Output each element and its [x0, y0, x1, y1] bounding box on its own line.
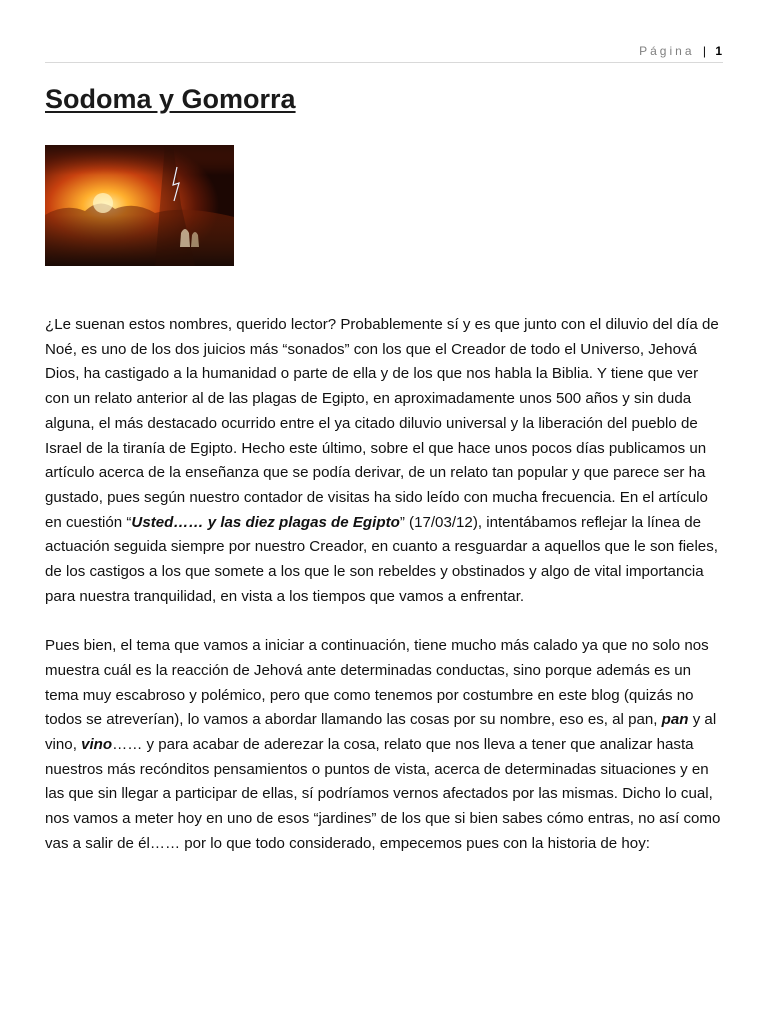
page-number: 1 [715, 44, 722, 58]
emphasis-pan: pan [661, 711, 689, 729]
paragraph-2 [45, 634, 725, 856]
paragraph-1-text-a: ¿Le suenan estos nombres, querido lector? Probablemente sí y es que junto con el diluvio del día de Noé, es uno de los dos juicios más “sonados” con los que el Creador de todo el Universo, Jehová Dios, ha castigado a la humanidad o parte de ella y de los que nos habla la Biblia. Y tiene que ver con un relato anterior al de las plagas de Egipto, en aproximadamente unos 500 años y sin duda alguna, el más destacado ocurrido entre el ya citado diluvio universal y la liberación del pueblo de Israel de la tiranía de Egipto. Hecho este último, sobre el que hace unos pocos días publicamos un artículo acerca de la enseñanza que se podía derivar, de un relato tan popular y que parece ser ha gustado, pues según nuestro contador de visitas ha sido leído con mucha frecuencia. En el artículo en cuestión “ [45, 316, 719, 531]
page-separator: | [702, 44, 706, 58]
paragraph-2-text-b: y al vino, [45, 711, 717, 753]
paragraph-2-text-c: …… y para acabar de aderezar la cosa, relato que nos lleva a tener que analizar hasta nuestros más recónditos pensamientos o puntos de vista, acerca de determinadas situaciones y en las que sin llegar a participar de ellas, sí podríamos vernos afectados por las mismas. Dicho lo cual, nos vamos a meter hoy en uno de esos “jardines” de los que si bien sabes cómo entras, no así como vas a salir de él…… por lo que todo considerado, empecemos pues con la historia de hoy: [45, 735, 721, 852]
page-header [639, 44, 722, 58]
article-body [45, 313, 725, 881]
paragraph-2-text-a: Pues bien, el tema que vamos a iniciar a continuación, tiene mucho más calado ya que no solo nos muestra cuál es la reacción de Jehová ante determinadas conductas, sino porque además es un tema muy escabroso y polémico, pero que como tenemos por costumbre en este blog (quizás no todos se atreverían), lo vamos a abordar llamando las cosas por su nombre, eso es, al pan, [45, 637, 709, 729]
emphasis-vino: vino [81, 735, 113, 753]
paragraph-1-text-b: ” (17/03/12), intentábamos reflejar la línea de actuación seguida siempre por nuestro Creador, en cuanto a resguardar a aquellos que le son fieles, de los castigos a los que somete a los que le son rebeldes y obstinados y algo de vital importancia para nuestra tranquilidad, en vista a los tiempos que vamos a enfrentar. [45, 513, 718, 605]
article-reference-title: Usted…… y las diez plagas de Egipto [131, 513, 400, 531]
page-label: Página [639, 44, 695, 58]
paragraph-1 [45, 313, 725, 609]
document-title: Sodoma y Gomorra [45, 84, 296, 114]
header-divider [45, 62, 723, 63]
sodoma-painting-image [45, 145, 234, 266]
